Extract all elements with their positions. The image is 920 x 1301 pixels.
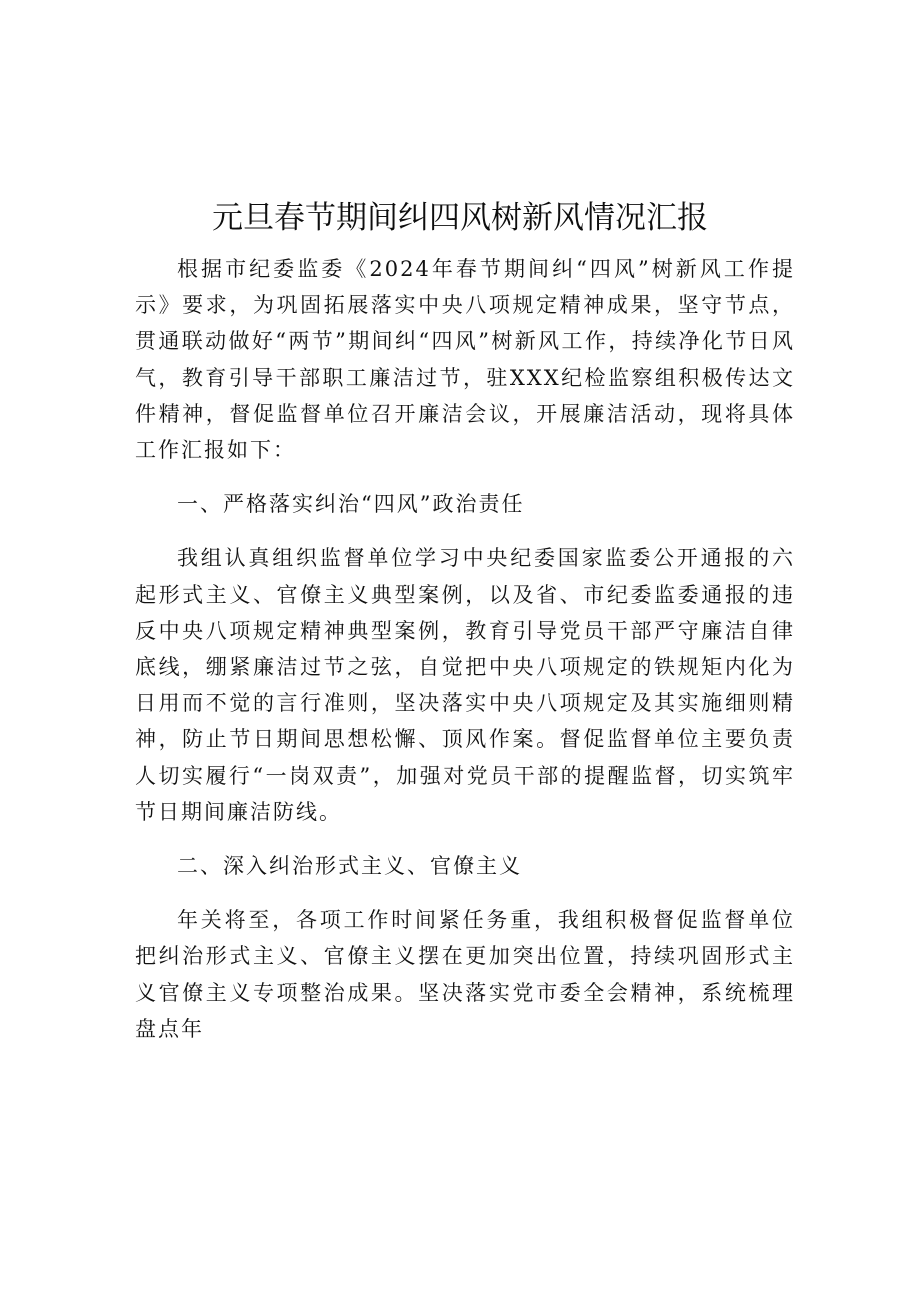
section-heading-2: 二、深入纠治形式主义、官僚主义 bbox=[177, 854, 522, 879]
document-body bbox=[135, 251, 795, 1047]
section-paragraph-1: 我组认真组织监督单位学习中央纪委国家监委公开通报的六起形式主义、官僚主义典型案例，以及省、市纪委监委通报的违反中央八项规定精神典型案例，教育引导党员干部严守廉洁自律底线，绷紧廉洁过节之弦，自觉把中央八项规定的铁规矩内化为日用而不觉的言行准则，坚决落实中央八项规定及其实施细则精神，防止节日期间思想松懈、顶风作案。督促监督单位主要负责人切实履行“一岗双责”，加强对党员干部的提醒监督，切实筑牢节日期间廉洁防线。 bbox=[135, 546, 795, 824]
section-paragraph-2: 年关将至，各项工作时间紧任务重，我组积极督促监督单位把纠治形式主义、官僚主义摆在更加突出位置，持续巩固形式主义官僚主义专项整治成果。坚决落实党市委全会精神，系统梳理盘点年 bbox=[135, 908, 795, 1041]
document-title: 元旦春节期间纠四风树新风情况汇报 bbox=[212, 200, 708, 236]
intro-paragraph: 根据市纪委监委《2024年春节期间纠“四风”树新风工作提示》要求，为巩固拓展落实中央八项规定精神成果，坚守节点，贯通联动做好“两节”期间纠“四风”树新风工作，持续净化节日风气，教育引导干部职工廉洁过节，驻XXX纪检监察组积极传达文件精神，督促监督单位召开廉洁会议，开展廉洁活动，现将具体工作汇报如下： bbox=[135, 257, 795, 463]
section-heading-1: 一、严格落实纠治“四风”政治责任 bbox=[177, 492, 525, 517]
